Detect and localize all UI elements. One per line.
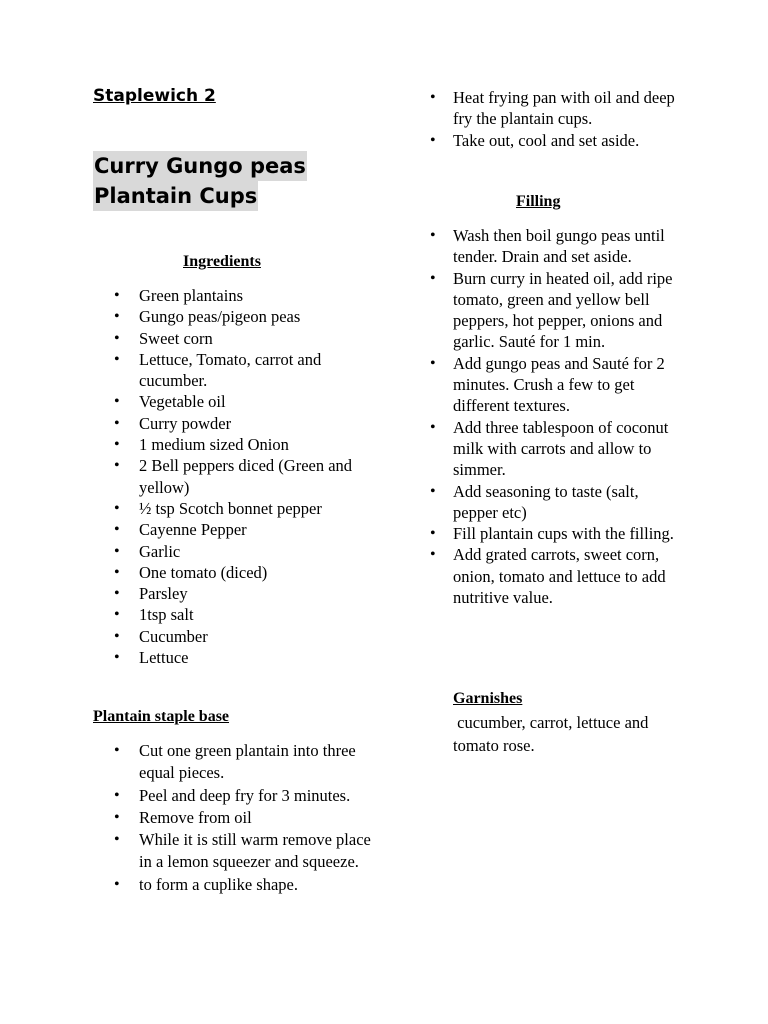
recipe-title-line-1: Curry Gungo peas	[93, 151, 307, 181]
plantain-base-steps	[93, 740, 383, 896]
list-item: • Lettuce	[93, 647, 383, 668]
list-item: • Add grated carrots, sweet corn, onion, tomato and lettuce to add nutritive value.	[430, 544, 680, 608]
recipe-title-line-2: Plantain Cups	[93, 181, 258, 211]
plantain-base-heading: Plantain staple base	[93, 708, 230, 725]
garnishes-heading: Garnishes	[453, 690, 523, 707]
garnishes-text: cucumber, carrot, lettuce and tomato rose.	[453, 713, 653, 755]
list-item: • Remove from oil	[93, 807, 383, 829]
list-item: • Cayenne Pepper	[93, 519, 383, 540]
list-item: • Take out, cool and set aside.	[430, 130, 680, 151]
ingredients-heading: Ingredients	[183, 253, 261, 270]
list-item: • Lettuce, Tomato, carrot and cucumber.	[93, 349, 383, 392]
list-item: • Vegetable oil	[93, 391, 383, 412]
list-item: • Add three tablespoon of coconut milk with carrots and allow to simmer.	[430, 417, 680, 481]
list-item: • to form a cuplike shape.	[93, 874, 383, 896]
list-item: • Add seasoning to taste (salt, pepper etc)	[430, 481, 680, 524]
list-item: • Cut one green plantain into three equal pieces.	[93, 740, 383, 785]
recipe-title	[93, 151, 307, 211]
list-item: • Wash then boil gungo peas until tender. Drain and set aside.	[430, 225, 680, 268]
list-item: • 2 Bell peppers diced (Green and yellow)	[93, 455, 383, 498]
list-item: • Parsley	[93, 583, 383, 604]
list-item: • Cucumber	[93, 626, 383, 647]
document-label: Staplewich 2	[93, 86, 216, 106]
list-item: • 1tsp salt	[93, 604, 383, 625]
filling-heading: Filling	[516, 193, 561, 210]
ingredients-list	[93, 285, 383, 668]
list-item: • Burn curry in heated oil, add ripe tomato, green and yellow bell peppers, hot pepper, onions and garlic. Sauté for 1 min.	[430, 268, 680, 353]
list-item: • Green plantains	[93, 285, 383, 306]
list-item: • Garlic	[93, 541, 383, 562]
list-item: • Fill plantain cups with the filling.	[430, 523, 680, 544]
list-item: • One tomato (diced)	[93, 562, 383, 583]
list-item: • While it is still warm remove place in a lemon squeezer and squeeze.	[93, 829, 383, 874]
frying-steps	[430, 87, 680, 151]
filling-steps	[430, 225, 680, 608]
list-item: • Sweet corn	[93, 328, 383, 349]
list-item: • Heat frying pan with oil and deep fry the plantain cups.	[430, 87, 680, 130]
list-item: • Curry powder	[93, 413, 383, 434]
list-item: • 1 medium sized Onion	[93, 434, 383, 455]
list-item: • Gungo peas/pigeon peas	[93, 306, 383, 327]
list-item: • ½ tsp Scotch bonnet pepper	[93, 498, 383, 519]
list-item: • Add gungo peas and Sauté for 2 minutes. Crush a few to get different textures.	[430, 353, 680, 417]
list-item: • Peel and deep fry for 3 minutes.	[93, 785, 383, 807]
